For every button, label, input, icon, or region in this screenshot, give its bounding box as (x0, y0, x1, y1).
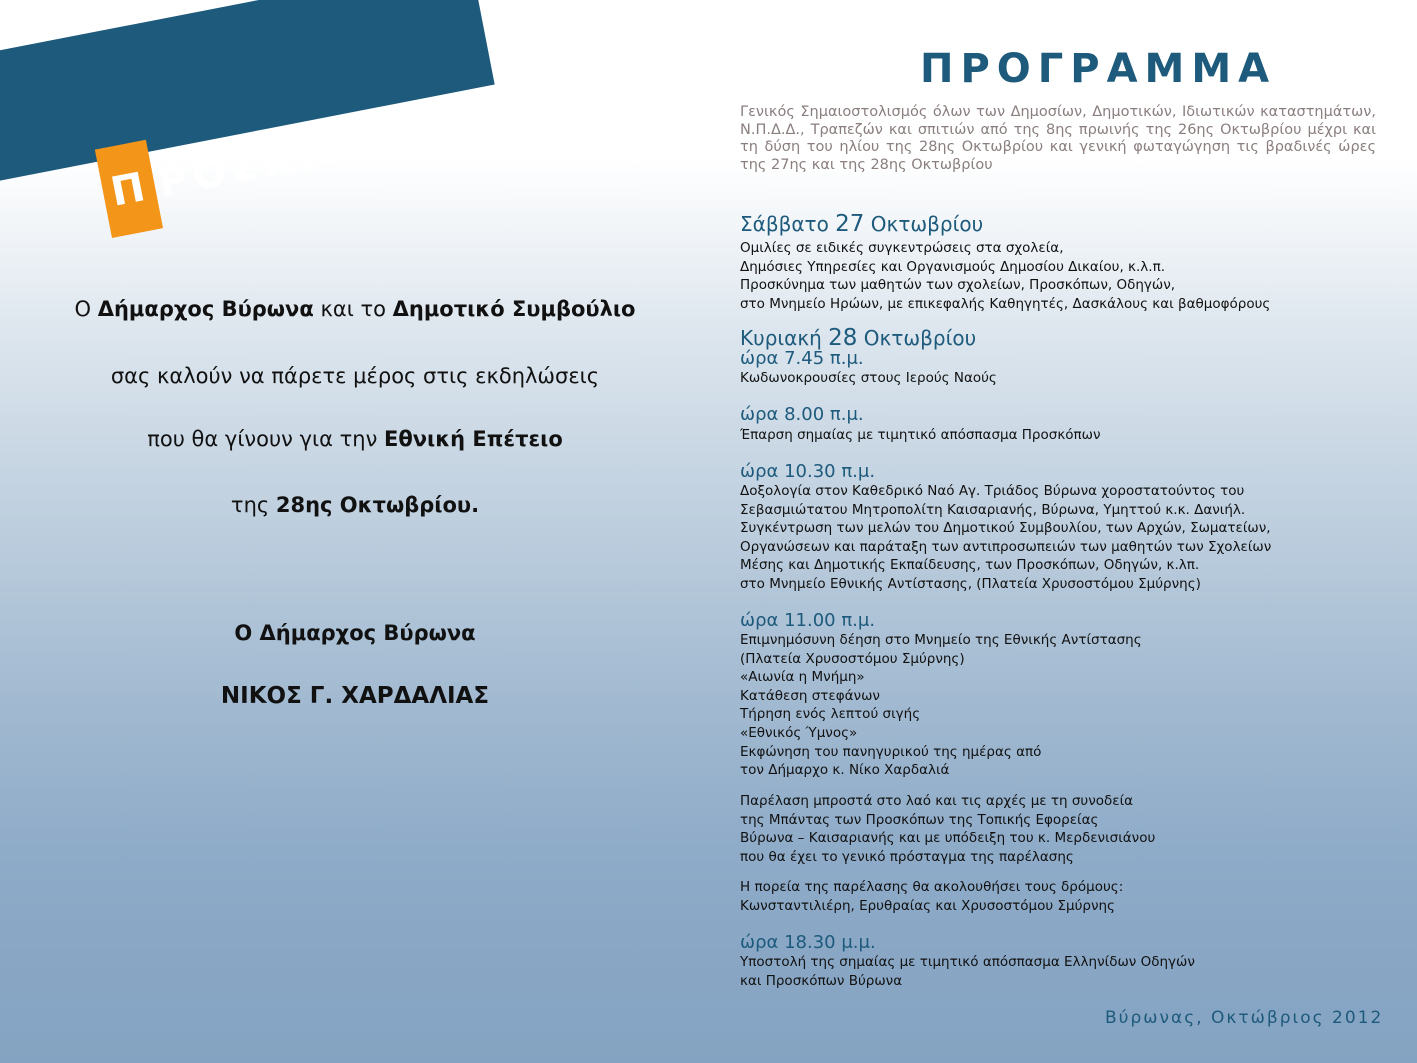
event-line: Μέσης και Δημοτικής Εκπαίδευσης, των Προσκόπων, Οδηγών, κ.λπ. (740, 557, 1200, 574)
events-0745 (740, 369, 1380, 388)
time-0745: ώρα 7.45 π.μ. (740, 348, 864, 369)
parade-route (740, 878, 1380, 915)
heading-rest: ΡΟΣΚΛΗΣΗ (154, 106, 446, 207)
parade-line: της Μπάντας των Προσκόπων της Τοπικής Εφορείας (740, 811, 1099, 828)
event-line: Επιμνημόσυνη δέηση στο Μνημείο της Εθνικής Αντίστασης (740, 632, 1142, 648)
event-line: Σεβασμιώτατου Μητροπολίτη Καισαριανής, Βύρωνα, Υμηττού κ.κ. Δανιήλ. (740, 501, 1246, 518)
invitation-line-1 (0, 297, 710, 321)
sat-day: Σάββατο (740, 212, 836, 236)
invitation-line-2: σας καλούν να πάρετε μέρος στις εκδηλώσεις (110, 364, 600, 388)
events-1830 (740, 953, 1380, 990)
event-line: Έπαρση σημαίας με τιμητικό απόσπασμα Προσκόπων (740, 427, 1101, 443)
time-1030: ώρα 10.30 π.μ. (740, 461, 876, 482)
event-line: «Εθνικός Ύμνος» (740, 724, 858, 741)
parade-line: Βύρωνα – Καισαριανής και με υπόδειξη του κ. Μερδενισιάνου (740, 830, 1156, 847)
event-line: Οργανώσεων και παράταξη των αντιπροσωπειών των μαθητών των Σχολείων (740, 538, 1272, 555)
event-line: Συγκέντρωση των μελών του Δημοτικού Συμβουλίου, των Αρχών, Σωματείων, (740, 520, 1271, 537)
sat-month: Οκτωβρίου (864, 212, 984, 236)
inv1-b: Δήμαρχος Βύρωνα (97, 297, 314, 321)
inv3-b: Εθνική Επέτειο (383, 427, 563, 451)
parade-line: που θα έχει το γενικό πρόσταγμα της παρέλασης (740, 848, 1074, 865)
event-line: Εκφώνηση του πανηγυρικού της ημέρας από (740, 743, 1042, 760)
saturday-heading (740, 211, 983, 237)
inv4-b: 28ης Οκτωβρίου (275, 493, 472, 517)
inv1-a: Ο (74, 297, 98, 321)
place-date: Βύρωνας, Οκτώβριος 2012 (1105, 1008, 1384, 1028)
event-line: Δοξολογία στον Καθεδρικό Ναό Αγ. Τριάδος Βύρωνα χοροστατούντος του (740, 483, 1245, 499)
saturday-events (740, 239, 1380, 313)
event-line: Υποστολή της σημαίας με τιμητικό απόσπασμα Ελληνίδων Οδηγών (740, 954, 1195, 970)
sat-line: Ομιλίες σε ειδικές συγκεντρώσεις στα σχολεία, (740, 240, 1064, 256)
sat-line: στο Μνημείο Ηρώων, με επικεφαλής Καθηγητές, Δασκάλους και βαθμοφόρους (740, 295, 1271, 312)
program-title: ΠΡΟΓΡΑΜΜΑ (920, 46, 1277, 92)
time-1830: ώρα 18.30 μ.μ. (740, 932, 876, 953)
inv4-c: . (471, 493, 480, 517)
heading-first-letter: Π (95, 140, 164, 238)
invitation-line-4 (0, 493, 710, 517)
parade-info (740, 792, 1380, 866)
route-line: Η πορεία της παρέλασης θα ακολουθήσει τους δρόμους: (740, 879, 1124, 895)
time-0800: ώρα 8.00 π.μ. (740, 404, 864, 425)
sun-num: 28 (828, 325, 858, 351)
event-line: στο Μνημείο Εθνικής Αντίστασης, (Πλατεία Χρυσοστόμου Σμύρνης) (740, 575, 1201, 592)
event-line: Τήρηση ενός λεπτού σιγής (740, 706, 921, 723)
sat-line: Προσκύνημα των μαθητών των σχολείων, Προσκόπων, Οδηγών, (740, 277, 1176, 294)
events-1100 (740, 631, 1380, 780)
inv3-a: που θα γίνουν για την (147, 427, 384, 451)
inv1-d: Δημοτικό Συμβούλιο (392, 297, 636, 321)
event-line: τον Δήμαρχο κ. Νίκο Χαρδαλιά (740, 762, 950, 779)
time-1100: ώρα 11.00 π.μ. (740, 610, 876, 631)
sun-day: Κυριακή (740, 326, 829, 350)
sat-num: 27 (835, 211, 865, 237)
event-line: «Αιωνία η Μνήμη» (740, 669, 865, 686)
event-line: Κωδωνοκρουσίες στους Ιερούς Ναούς (740, 370, 997, 386)
mayor-name: ΝΙΚΟΣ Γ. ΧΑΡΔΑΛΙΑΣ (220, 683, 490, 709)
mayor-title: Ο Δήμαρχος Βύρωνα (234, 621, 476, 645)
inv1-c: και το (313, 297, 393, 321)
sun-month: Οκτωβρίου (857, 326, 977, 350)
route-line: Κωνσταντιλιέρη, Ερυθραίας και Χρυσοστόμου Σμύρνης (740, 897, 1115, 914)
event-line: Κατάθεση στεφάνων (740, 687, 880, 704)
events-1030 (740, 482, 1380, 594)
parade-line: Παρέλαση μπροστά στο λαό και τις αρχές με τη συνοδεία (740, 793, 1134, 809)
invitation-line-3 (0, 427, 710, 451)
inv4-a: της (230, 493, 276, 517)
events-0800 (740, 426, 1380, 445)
event-line: (Πλατεία Χρυσοστόμου Σμύρνης) (740, 650, 965, 667)
program-intro: Γενικός Σημαιοστολισμός όλων των Δημοσίων, Δημοτικών, Ιδιωτικών καταστημάτων, Ν.Π.Δ.Δ., Τραπεζών και σπιτιών από της 8ης πρωινής της 26ης Οκτωβρίου μέχρι και τη δύση του ηλίου της 28ης Οκτωβρίου και γενική φωταγώγηση τις βραδινές ώρες της 27ης και της 28ης Οκτωβρίου (740, 104, 1376, 173)
sat-line: Δημόσιες Υπηρεσίες και Οργανισμούς Δημοσίου Δικαίου, κ.λ.π. (740, 258, 1165, 275)
event-line: και Προσκόπων Βύρωνα (740, 972, 903, 989)
